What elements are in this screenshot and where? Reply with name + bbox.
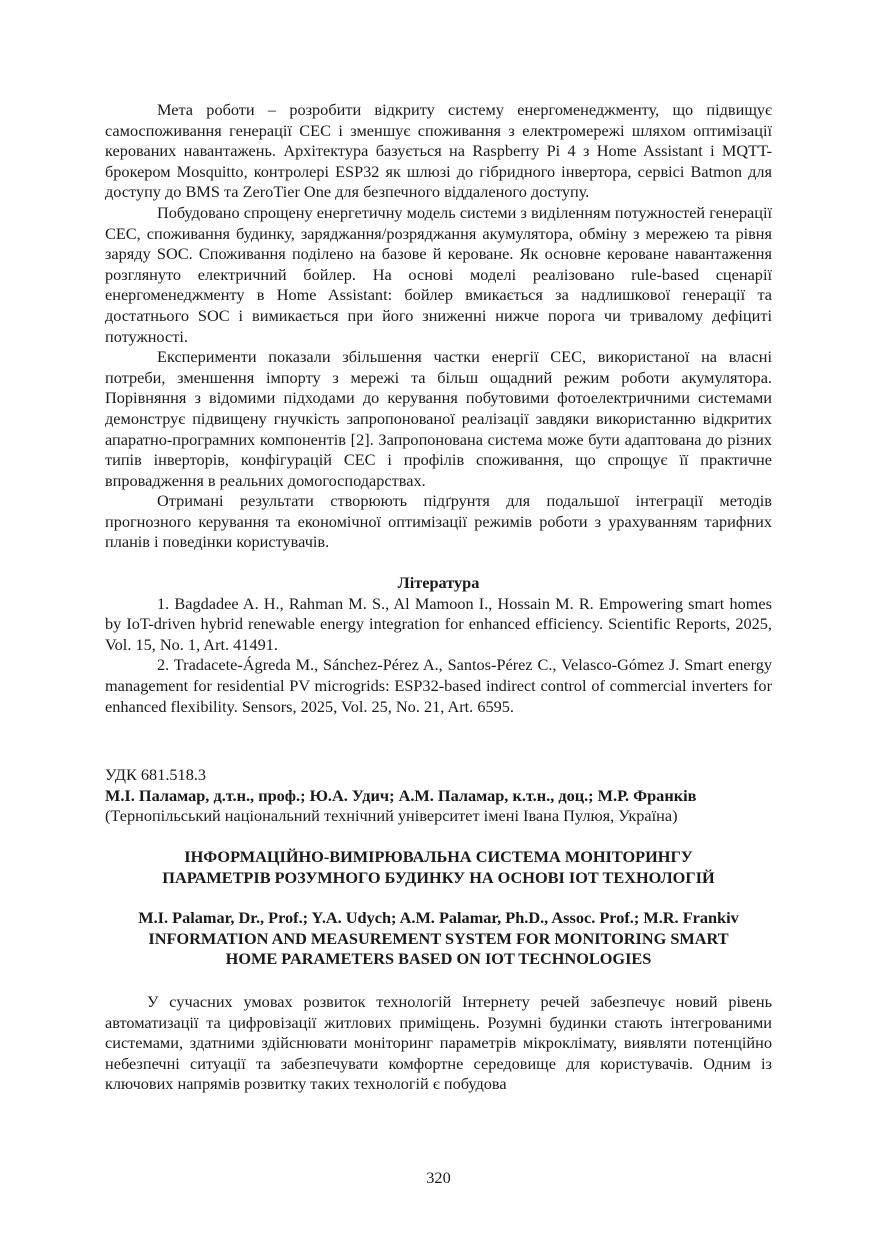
article-title-ukrainian — [105, 847, 772, 888]
title-ua-line: ПАРАМЕТРІВ РОЗУМНОГО БУДИНКУ НА ОСНОВІ IOT ТЕХНОЛОГІЙ — [162, 867, 715, 887]
next-article-header — [105, 765, 772, 1095]
intro-paragraph: У сучасних умовах розвиток технологій Інтернету речей забезпечує новий рівень автоматизації та цифровізації житлових приміщень. Розумні будинки стають інтегрованими системами, здатними здійснювати моніторинг параметрів мікроклімату, виявляти потенційно небезпечні ситуації та забезпечувати комфортне середовище для користувачів. Одним із ключових напрямів розвитку таких технологій є побудова — [105, 991, 772, 1094]
body-paragraph-experiments: Експерименти показали збільшення частки енергії СЕС, використаної на власні потреби, зменшення імпорту з мережі та більш ощадний режим роботи акумулятора. Порівняння з відомими підходами до керування побутовими фотоелектричними системами демонструє підвищену гнучкість запропонованої реалізації завдяки використанню відкритих апаратно-програмних компонентів [2]. Запропонована система може бути адаптована до різних типів інверторів, конфігурацій СЕС і профілів споживання, що спрощує її практичне впровадження в реальних домогосподарствах. — [105, 347, 772, 490]
body-paragraph-results: Отримані результати створюють підґрунтя для подальшої інтеграції методів прогнозного керування та економічної оптимізації режимів роботи з урахуванням тарифних планів і поведінки користувачів. — [105, 491, 772, 552]
body-paragraph-goal: Мета роботи – розробити відкриту систему енергоменеджменту, що підвищує самоспоживання генерації СЕС і зменшує споживання з електромережі шляхом оптимізації керованих навантажень. Архітектура базується на Raspberry Pi 4 з Home Assistant і MQTT-брокером Mosquitto, контролері ESP32 як шлюзі до гібридного інвертора, сервісі Batmon для доступу до BMS та ZeroTier One для безпечного віддаленого доступу. — [105, 100, 772, 202]
references-heading: Література — [397, 573, 480, 593]
title-en-line: HOME PARAMETERS BASED ON IOT TECHNOLOGIES — [225, 949, 652, 969]
title-en-line: INFORMATION AND MEASUREMENT SYSTEM FOR MONITORING SMART — [148, 928, 729, 948]
udk-code: УДК 681.518.3 — [105, 765, 207, 785]
affiliation: (Тернопільський національний технічний університет імені Івана Пулюя, Україна) — [105, 806, 678, 826]
body-paragraph-model: Побудовано спрощену енергетичну модель системи з виділенням потужностей генерації СЕС, споживання будинку, заряджання/розряджання акумулятора, обміну з мережею та рівня заряду SOC. Споживання поділено на базове й кероване. Як основне кероване навантаження розглянуто електричний бойлер. На основі моделі реалізовано rule-based сценарії енергоменеджменту в Home Assistant: бойлер вмикається за надлишкової генерації та достатнього SOC і вимикається при його зниженні нижче порога чи тривалому дефіциті потужності. — [105, 202, 772, 346]
page-content — [105, 100, 772, 1095]
reference-item: 2. Tradacete-Ágreda M., Sánchez-Pérez A., Santos-Pérez C., Velasco-Gómez J. Smart energy management for residential PV microgrids: ESP32-based indirect control of commercial inverters for enhanced flexibility. Sensors, 2025, Vol. 25, No. 21, Art. 6595. — [105, 655, 772, 716]
title-ua-line: ІНФОРМАЦІЙНО-ВИМІРЮВАЛЬНА СИСТЕМА МОНІТОРИНГУ — [184, 847, 693, 866]
page-number: 320 — [426, 1168, 451, 1187]
reference-item: 1. Bagdadee A. H., Rahman M. S., Al Mamoon I., Hossain M. R. Empowering smart homes by IoT-driven hybrid renewable energy integration for enhanced efficiency. Scientific Reports, 2025, Vol. 15, No. 1, Art. 41491. — [105, 593, 772, 654]
previous-article-conclusion — [105, 100, 772, 717]
article-title-english — [105, 929, 772, 970]
authors-ukrainian: М.І. Паламар, д.т.н., проф.; Ю.А. Удич; А.М. Паламар, к.т.н., доц.; М.Р. Франків — [105, 785, 697, 805]
authors-english: M.I. Palamar, Dr., Prof.; Y.A. Udych; A.M. Palamar, Ph.D., Assoc. Prof.; M.R. Frankiv — [138, 908, 739, 928]
